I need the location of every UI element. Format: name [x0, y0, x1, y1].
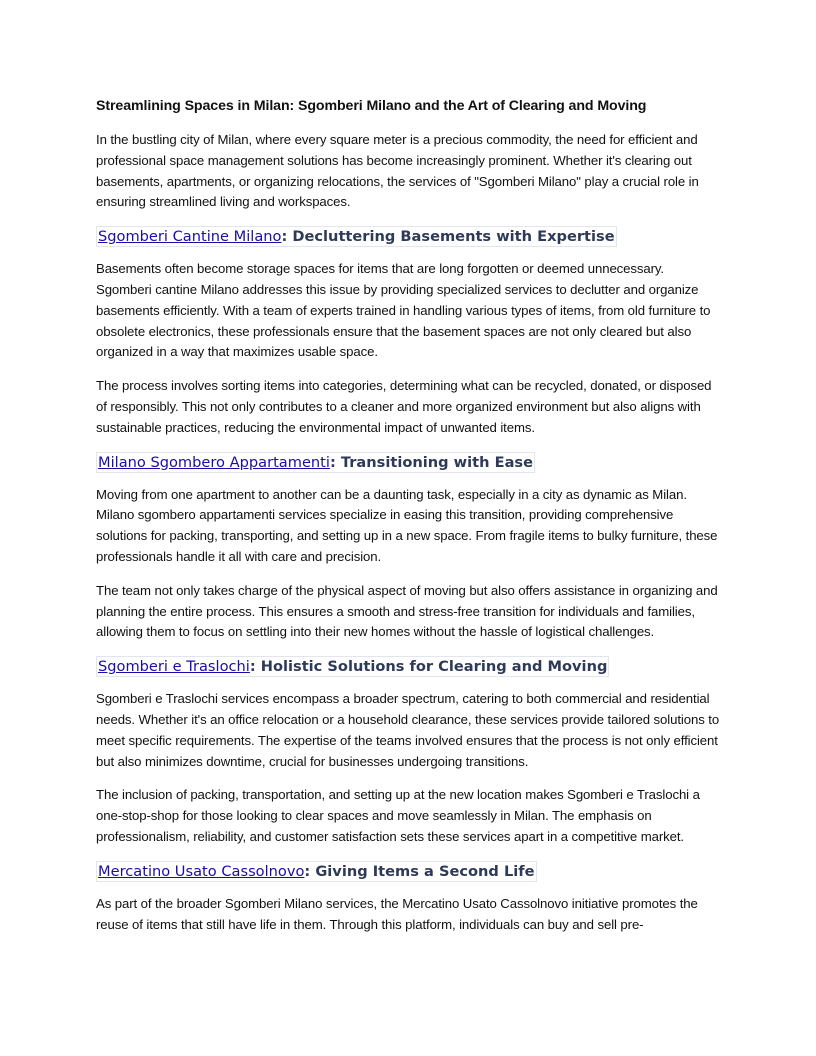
section-heading-mercatino — [96, 861, 720, 882]
mercatino-usato-cassolnovo-link[interactable]: Mercatino Usato Cassolnovo — [98, 862, 305, 880]
section-heading-cantine — [96, 226, 720, 247]
heading-text: : Transitioning with Ease — [329, 453, 534, 471]
section-heading-traslochi — [96, 656, 720, 677]
heading-box — [96, 226, 617, 247]
section-paragraph: The process involves sorting items into categories, determining what can be recycled, donated, or disposed of responsibly. This not only contributes to a cleaner and more organized environment but also aligns with sustainable practices, reducing the environmental impact of unwanted items. — [96, 378, 712, 435]
section-paragraph: The inclusion of packing, transportation, and setting up at the new location makes Sgomberi e Traslochi a one-stop-shop for those looking to clear spaces and move seamlessly in Milan. The emphasis on professionalism, reliability, and customer satisfaction sets these services apart in a competitive market. — [96, 787, 700, 844]
heading-text: : Holistic Solutions for Clearing and Moving — [249, 658, 608, 676]
document-title: Streamlining Spaces in Milan: Sgomberi Milano and the Art of Clearing and Moving — [96, 98, 647, 114]
heading-box — [96, 656, 609, 677]
section-paragraph: The team not only takes charge of the physical aspect of moving but also offers assistance in organizing and planning the entire process. This ensures a smooth and stress-free transition for individuals and families, allowing them to focus on settling into their new homes without the hassle of logistical challenges. — [96, 582, 718, 640]
document-body — [96, 96, 720, 948]
heading-text: : Decluttering Basements with Expertise — [281, 228, 615, 246]
section-paragraph: As part of the broader Sgomberi Milano services, the Mercatino Usato Cassolnovo initiative promotes the reuse of items that still have life in them. Through this platform, individuals can buy and sell pre- — [96, 895, 698, 932]
intro-paragraph: In the bustling city of Milan, where every square meter is a precious commodity, the need for efficient and professional space management solutions has become increasingly prominent. Whether it's clearing out basements, apartments, or organizing relocations, the services of "Sgomberi Milano" play a crucial role in ensuring streamlined living and workspaces. — [96, 132, 699, 210]
heading-box — [96, 452, 535, 473]
sgomberi-cantine-milano-link[interactable]: Sgomberi Cantine Milano — [98, 228, 282, 246]
section-heading-appartamenti — [96, 452, 720, 473]
section-paragraph: Sgomberi e Traslochi services encompass a broader spectrum, catering to both commercial and residential needs. Whether it's an office relocation or a household clearance, these services provide tailored solutions to meet specific requirements. The expertise of the teams involved ensures that the process is not only efficient but also minimizes downtime, crucial for businesses undergoing transitions. — [96, 691, 720, 769]
milano-sgombero-appartamenti-link[interactable]: Milano Sgombero Appartamenti — [98, 453, 330, 471]
section-paragraph: Moving from one apartment to another can be a daunting task, especially in a city as dynamic as Milan. Milano sgombero appartamenti services specialize in easing this transition, providing comprehensive solutions for packing, transporting, and setting up in a new space. From fragile items to bulky furniture, these professionals handle it all with care and precision. — [96, 486, 718, 564]
heading-box — [96, 861, 537, 882]
sgomberi-e-traslochi-link[interactable]: Sgomberi e Traslochi — [98, 658, 250, 676]
heading-text: : Giving Items a Second Life — [304, 862, 535, 880]
section-paragraph: Basements often become storage spaces for items that are long forgotten or deemed unnecessary. Sgomberi cantine Milano addresses this issue by providing specialized services to declutter and organize basements efficiently. With a team of experts trained in handling various types of items, from old furniture to obsolete electronics, these professionals ensure that the basement spaces are not only cleared but also organized in a way that maximizes usable space. — [96, 261, 711, 360]
